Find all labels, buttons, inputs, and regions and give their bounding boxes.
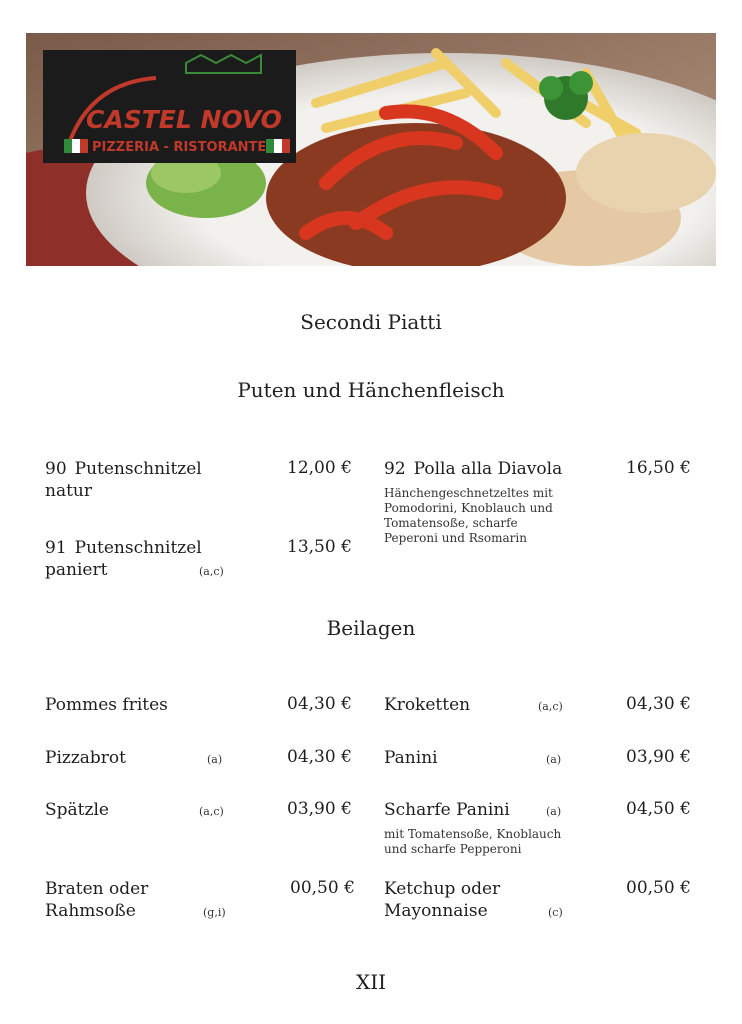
menu-item-price: 04,30 € bbox=[287, 694, 352, 714]
food-photo bbox=[26, 33, 716, 266]
allergen-note: (a,c) bbox=[538, 700, 563, 713]
menu-item-name: Scharfe Panini bbox=[384, 800, 510, 820]
section-title: Secondi Piatti bbox=[300, 310, 442, 334]
menu-item-price: 04,50 € bbox=[626, 799, 691, 819]
menu-item-name-cont: Mayonnaise bbox=[384, 901, 488, 921]
menu-item-name: Panini bbox=[384, 748, 438, 768]
allergen-note: (a) bbox=[207, 753, 223, 766]
menu-item-name: Braten oder bbox=[45, 879, 149, 899]
allergen-note: (a,c) bbox=[199, 565, 224, 578]
menu-item-price: 16,50 € bbox=[626, 458, 691, 478]
menu-item-name: Spätzle bbox=[45, 800, 109, 820]
menu-item-price: 12,00 € bbox=[287, 458, 352, 478]
menu-item-name: Pommes frites bbox=[45, 695, 168, 715]
menu-item-name: 92 Polla alla Diavola bbox=[384, 459, 563, 479]
subsection-title-poultry: Puten und Hänchenfleisch bbox=[237, 378, 505, 402]
allergen-note: (a,c) bbox=[199, 805, 224, 818]
allergen-note: (g,i) bbox=[203, 906, 226, 919]
menu-item-price: 00,50 € bbox=[290, 878, 355, 898]
menu-item-price: 04,30 € bbox=[287, 747, 352, 767]
menu-item-name: Ketchup oder bbox=[384, 879, 501, 899]
menu-item-name: 91 Putenschnitzel bbox=[45, 538, 202, 558]
menu-item-description: Hänchengeschnetzeltes mit Pomodorini, Knoblauch und Tomatensoße, scharfe Peperoni und Rsomarin bbox=[384, 486, 553, 545]
allergen-note: (c) bbox=[548, 906, 563, 919]
logo bbox=[43, 50, 296, 163]
menu-item-price: 03,90 € bbox=[626, 747, 691, 767]
menu-item-price: 03,90 € bbox=[287, 799, 352, 819]
page-number: XII bbox=[355, 970, 387, 994]
subsection-title-sides: Beilagen bbox=[326, 616, 416, 640]
allergen-note: (a) bbox=[546, 805, 562, 818]
menu-item-name-cont: natur bbox=[45, 481, 92, 501]
logo-title: CASTEL NOVO bbox=[86, 105, 282, 134]
menu-item-name: 90 Putenschnitzel bbox=[45, 459, 202, 479]
header-banner bbox=[26, 33, 716, 266]
menu-item-name-cont: paniert bbox=[45, 560, 108, 580]
menu-item-name-cont: Rahmsoße bbox=[45, 901, 136, 921]
menu-item-name: Kroketten bbox=[384, 695, 471, 715]
menu-item-price: 04,30 € bbox=[626, 694, 691, 714]
menu-item-name: Pizzabrot bbox=[45, 748, 126, 768]
logo-subtitle: PIZZERIA - RISTORANTE bbox=[92, 140, 267, 155]
menu-item-description: mit Tomatensoße, Knoblauch und scharfe Pepperoni bbox=[384, 827, 562, 856]
menu-item-price: 13,50 € bbox=[287, 537, 352, 557]
menu-item-price: 00,50 € bbox=[626, 878, 691, 898]
allergen-note: (a) bbox=[546, 753, 562, 766]
